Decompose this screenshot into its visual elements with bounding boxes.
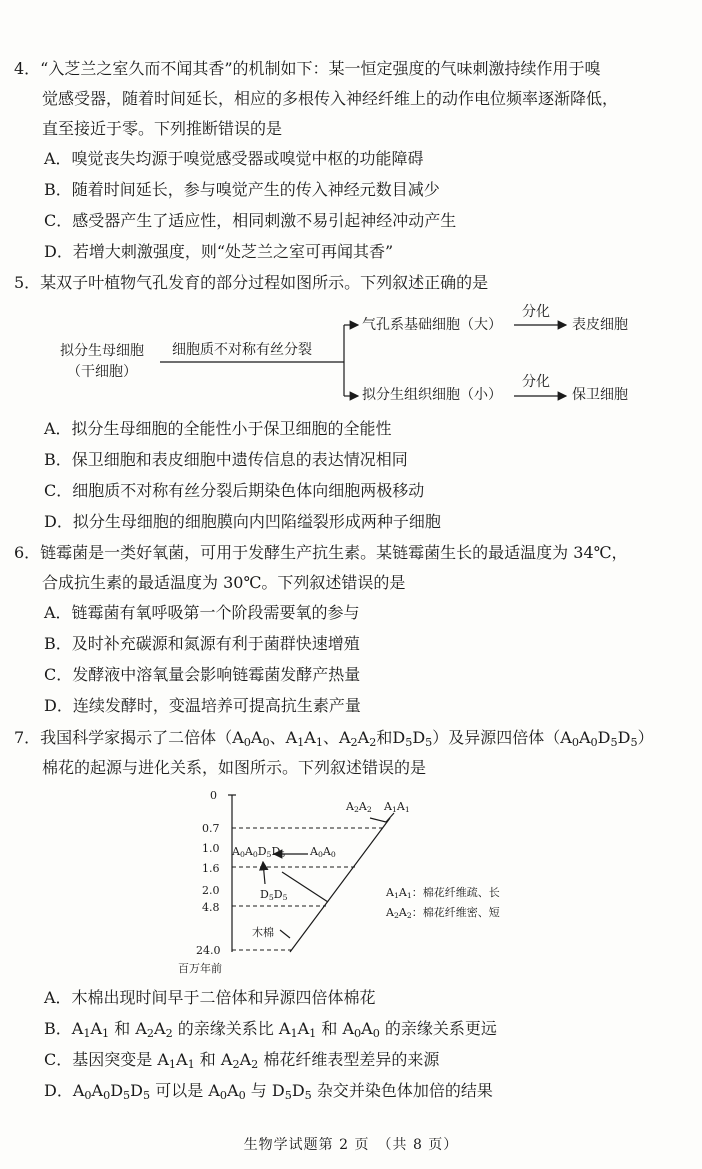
q7-tick-24.0: 24.0 — [196, 944, 221, 957]
genome-notation: $A_0A_0$ — [310, 845, 336, 859]
genome-notation: $A_1A_1$ — [384, 800, 410, 814]
q7-legend-a2a2: $A_2A_2$：棉花纤维密、短 — [386, 906, 500, 920]
page-footer: 生物学试题第 2 页 （共 8 页） — [243, 1137, 459, 1153]
q7-stem-line1: 7．我国科学家揭示了二倍体（$A_0A_0$、$A_1A_1$、$A_2A_2$和$D_5D_5$）及异源四倍体$(A_0A_0D_5D_5)$ — [14, 728, 654, 749]
q6-stem-line2: 合成抗生素的最适温度为 30℃。下列叙述错误的是 — [42, 573, 406, 592]
genome-notation: $D_5D_5$ — [392, 728, 433, 749]
q7-tick-2.0: 2.0 — [202, 884, 220, 897]
genome-notation: $A_1A_1$ — [278, 1019, 317, 1040]
q5-division-label: 细胞质不对称有丝分裂 — [172, 342, 312, 358]
q5-lower-result: 保卫细胞 — [572, 387, 628, 403]
q6-option-a: A．链霉菌有氧呼吸第一个阶段需要氧的参与 — [44, 603, 360, 622]
q7-stem-line2: 棉花的起源与进化关系，如图所示。下列叙述错误的是 — [42, 758, 427, 777]
q5-stem: 5．某双子叶植物气孔发育的部分过程如图所示。下列叙述正确的是 — [14, 273, 489, 292]
q6-option-b: B．及时补充碳源和氮源有利于菌群快速增殖 — [44, 634, 360, 653]
genome-notation: $D_5D_5$ — [271, 1081, 312, 1102]
genome-notation: $A_2A_2$ — [135, 1019, 173, 1040]
genome-notation: $A_1A_1$ — [285, 728, 323, 749]
q4-option-a: A．嗅觉丧失均源于嗅觉感受器或嗅觉中枢的功能障碍 — [44, 149, 424, 168]
q4-option-b: B．随着时间延长，参与嗅觉产生的传入神经元数目减少 — [44, 180, 440, 199]
q4-stem-line2: 觉感受器，随着时间延长，相应的多根传入神经纤维上的动作电位频率逐渐降低， — [42, 89, 619, 108]
q4-option-d: D．若增大刺激强度，则“处芝兰之室可再闻其香” — [44, 242, 394, 261]
q5-upper-result: 表皮细胞 — [572, 317, 628, 333]
genome-notation: $A_2A_2$ — [346, 800, 372, 814]
q5-differentiate-lower: 分化 — [522, 374, 550, 390]
q7-option-b: B．$A_1A_1$ 和 $A_2A_2$ 的亲缘关系比 $A_1A_1$ 和 $A_0A_0$ 的亲缘关系更远 — [44, 1019, 497, 1040]
genome-notation: $A_1A_1$ — [386, 886, 412, 900]
q5-flow-arrows — [160, 325, 566, 396]
genome-notation: $A_1A_1$ — [71, 1019, 110, 1040]
q7-option-d: D．$A_0A_0D_5D_5$ 可以是 $A_0A_0$ 与 $D_5D_5$ 杂交并染色体加倍的结果 — [44, 1081, 493, 1102]
q5-mother-cell-alias: （干细胞） — [67, 364, 137, 380]
genome-notation: $D_5D_5$ — [260, 888, 288, 902]
q7-option-c: C．基因突变是 $A_1A_1$ 和 $A_2A_2$ 棉花纤维表型差异的来源 — [44, 1050, 440, 1071]
q4-stem-line1: 4．“入芝兰之室久而不闻其香”的机制如下：某一恒定强度的气味刺激持续作用于嗅 — [14, 59, 601, 78]
genome-notation: $A_0A_0$ — [342, 1019, 380, 1040]
genome-notation: $A_0A_0$ — [232, 728, 270, 749]
q7-legend-a1a1: $A_1A_1$：棉花纤维疏、长 — [386, 886, 500, 900]
q5-mother-cell: 拟分生母细胞 — [60, 343, 144, 359]
q7-phylogeny-lines — [228, 795, 394, 952]
q5-option-d: D．拟分生母细胞的细胞膜向内凹陷缢裂形成两种子细胞 — [44, 512, 441, 531]
q7-tick-4.8: 4.8 — [202, 901, 220, 914]
q7-tick-1.0: 1.0 — [202, 842, 220, 855]
q5-option-b: B．保卫细胞和表皮细胞中遗传信息的表达情况相同 — [44, 450, 408, 469]
genome-notation: $A_0A_0D_5D_5$ — [232, 845, 286, 859]
q7-tick-0.7: 0.7 — [202, 822, 220, 835]
q5-lower-cell: 拟分生组织细胞（小） — [362, 387, 502, 403]
q5-differentiate-upper: 分化 — [522, 304, 550, 320]
q7-axis-unit: 百万年前 — [178, 962, 222, 975]
genome-notation: $A_2A_2$ — [338, 728, 377, 749]
q7-option-a: A．木棉出现时间早于二倍体和异源四倍体棉花 — [44, 988, 376, 1007]
q4-option-c: C．感受器产生了适应性，相同刺激不易引起神经冲动产生 — [44, 211, 457, 230]
q6-stem-line1: 6．链霉菌是一类好氧菌，可用于发酵生产抗生素。某链霉菌生长的最适温度为 34℃， — [14, 543, 628, 562]
genome-notation: $A_2A_2$ — [220, 1050, 259, 1071]
genome-notation: $A_0A_0D_5D_5$ — [72, 1081, 151, 1102]
q4-stem-line3: 直至接近于零。下列推断错误的是 — [42, 119, 283, 138]
q5-option-a: A．拟分生母细胞的全能性小于保卫细胞的全能性 — [44, 419, 392, 438]
q5-upper-cell: 气孔系基础细胞（大） — [362, 317, 502, 333]
q7-tick-0: 0 — [210, 789, 217, 802]
genome-notation: $A_0A_0$ — [208, 1081, 246, 1102]
q7-tick-1.6: 1.6 — [202, 862, 220, 875]
q7-node-tree-cotton: 木棉 — [252, 926, 274, 939]
genome-notation: $A_1A_1$ — [157, 1050, 195, 1071]
q5-option-c: C．细胞质不对称有丝分裂后期染色体向细胞两极移动 — [44, 481, 425, 500]
genome-notation: $A_2A_2$ — [386, 906, 412, 920]
genome-notation: $A_0A_0D_5D_5$ — [560, 728, 638, 749]
q6-option-c: C．发酵液中溶氧量会影响链霉菌发酵产热量 — [44, 665, 361, 684]
q6-option-d: D．连续发酵时，变温培养可提高抗生素产量 — [44, 696, 361, 715]
